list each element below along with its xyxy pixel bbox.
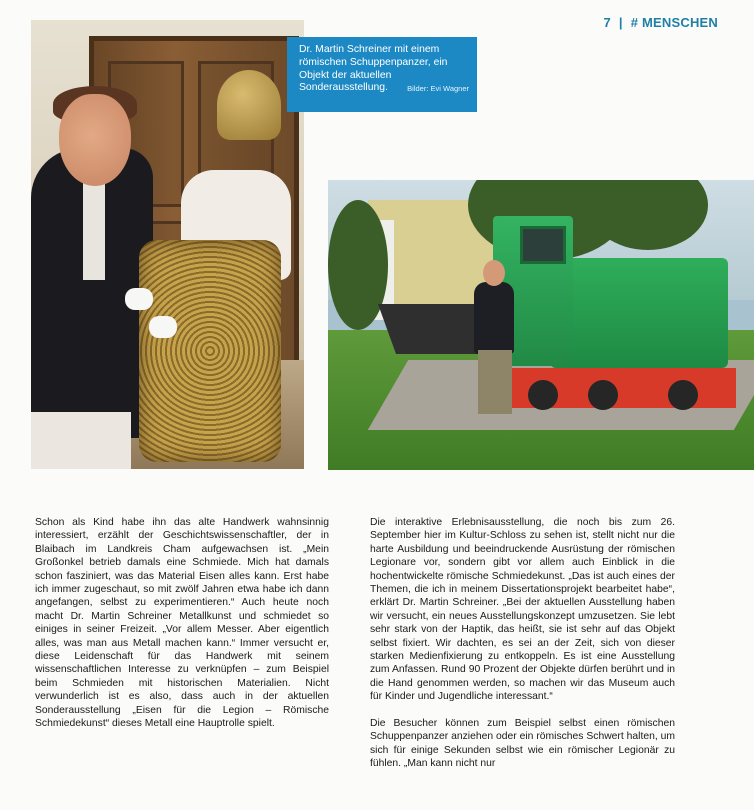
roman-helmet [217,70,281,140]
glove [149,316,177,338]
article-column-right [370,516,675,771]
article-paragraph: Die Besucher können zum Beispiel selbst einen römischen Schuppenpanzer anziehen oder ein römisches Schwert halten, um sich für einige Sekunden selbst wie ein römischer Legionär zu fühlen. „Man kann nicht nur [370,718,675,770]
photo-credit: Bilder: Evi Wagner [407,84,469,94]
header-separator: | [618,15,623,30]
article-paragraph: Schon als Kind habe ihn das alte Handwerk wahnsinnig interessiert, erzählt der Geschichtswissenschaftler, der in Blaibach im Landkreis Cham aufgewachsen ist. „Mein Großonkel betrieb damals eine Schmiede. Mich hat damals schon fasziniert, was das Material Eisen alles kann. Erst habe ich immer zugeschaut, so mit zwölf Jahren etwa habe ich dann angefangen, selbst zu experimentieren.“ Auch heute noch macht Dr. Martin Schreiner Metallkunst und schmiedet so einiges in seiner Freizeit. „Vor allem Messer. Aber eigentlich alles, was man aus Metall machen kann.“ Immer versucht er, diese Leidenschaft für das Handwerk mit seinem wissenschaftlichen Interesse zu verknüpfen – zum Beispiel beim Schmieden mit historischen Materialien. Nicht verwunderlich ist es also, dass auch in der aktuellen Sonderausstellung „Eisen für die Legion – Römische Schmiedekunst“ dieses Metall eine Hauptrolle spielt. [35,517,329,730]
photo-schreiner-armor [31,20,304,469]
person-standing [474,282,514,354]
page-header [603,15,718,30]
section-title: # MENSCHEN [630,15,718,30]
article-column-left [35,516,329,731]
photo-caption [287,37,477,112]
person-face [59,94,131,186]
caption-text: Dr. Martin Schreiner mit einem römischen Schuppenpanzer, ein Objekt der aktuellen Sonderausstellung. [299,44,448,94]
glove [125,288,153,310]
page-number: 7 [603,15,611,30]
locomotive-body [550,258,728,368]
scale-armor [139,240,281,462]
article-paragraph: Die interaktive Erlebnisausstellung, die noch bis zum 26. September hier im Kultur-Schloss zu sehen ist, stellt nicht nur die harte Ausbildung und beeindruckende Ausrüstung der römischen Legionare vor, sondern gibt vor allem auch Einblick in die hochentwickelte römische Schmiedekunst. „Das ist auch eines der Themen, die ich in meinem Dissertationsprojekt bearbeitet habe“, erklärt Dr. Martin Schreiner. „Bei der aktuellen Ausstellung haben wir versucht, ein neues Ausstellungskonzept umzusetzen. Sie lebt sehr stark von der Haptik, das heißt, sie ist sehr auf das Objekt selbst fixiert. Wir dachten, es sei an der Zeit, sich von dieser starken Medienfixierung zu entkoppeln. Es ist eine Ausstellung zum Anfassen. Rund 90 Prozent der Objekte dürfen berührt und in die Hand genommen werden, so machen wir das Museum auch für Kinder und Jugendliche interessant.“ [370,517,675,703]
photo-locomotive [328,180,754,470]
